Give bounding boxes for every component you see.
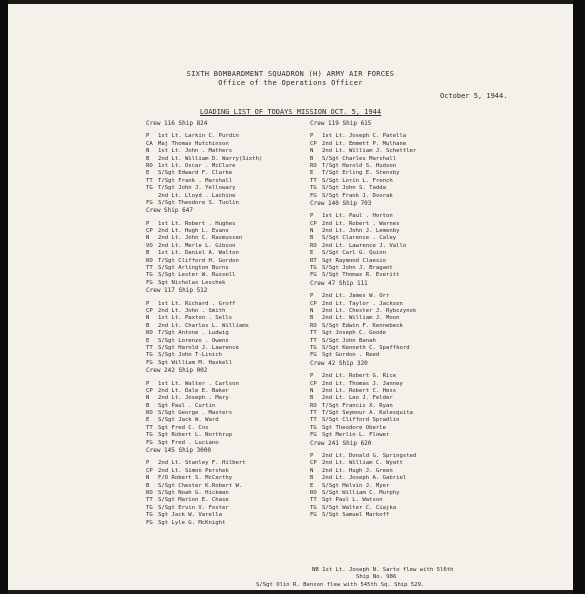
crew-member-name: 2nd Lt. Thomas J. Janney [322, 380, 403, 387]
crew-position: TT [310, 410, 317, 417]
crew-member-name: 2nd Lt. Lawrence J. Vallo [322, 242, 407, 249]
crew-member-name: S/Sgt Melvin J. Myer [322, 482, 390, 489]
crew-position: TT [146, 177, 153, 184]
crew-position: N [146, 315, 150, 322]
crew-position: FG [146, 359, 153, 366]
crew-position: E [310, 250, 314, 257]
crew-member-name: S/Sgt Walter C. Ciajka [322, 504, 397, 511]
crew-member-row [310, 265, 573, 272]
crew-position: TG [310, 185, 317, 192]
crew-position: N [310, 307, 314, 314]
crew-member-name: Sgt Merlin L. Flower [322, 432, 390, 439]
crew-position: N [310, 387, 314, 394]
crew-position: TG [310, 424, 317, 431]
crew-position: TT [146, 265, 153, 272]
crew-position: RO [310, 162, 317, 169]
crew-position: N [146, 148, 150, 155]
crew-member-row [310, 163, 573, 170]
crew-member-name: S/Sgt Harold J. Lawrence [158, 344, 239, 351]
crew-position: N [310, 467, 314, 474]
crew-title: Crew 119 Ship 615 [310, 120, 372, 127]
crew-member-row [146, 520, 416, 527]
crew-position: RO [310, 489, 317, 496]
crew-position: B [146, 250, 150, 257]
crew-member-name: T/Sgt Erling E. Stensby [322, 170, 400, 177]
crew-member-row [310, 432, 573, 439]
crew-position: P [310, 213, 314, 220]
crew-member-name: Sgt Jack W. Varella [158, 512, 222, 519]
crew-position: TG [146, 185, 153, 192]
crew-member-row [310, 315, 573, 322]
crew-member-name: S/Sgt Clarence . Caley [322, 235, 397, 242]
crew-position: P [146, 220, 150, 227]
crew-member-name: 2nd Lt. William D. Warry(Sixth) [158, 155, 263, 162]
crew-member-name: 2nd Lt. Dale E. Baker [158, 387, 229, 394]
crew-member-row [310, 410, 573, 417]
crew-position: RO [146, 257, 153, 264]
crew-member-name: 2nd Lt. Robert . Warnes [322, 220, 400, 227]
crew-member-row [310, 323, 573, 330]
crew-member-name: Sgt Paul . Curtin [158, 402, 216, 409]
crew-member-name: 2nd Lt. William J. Schettler [322, 148, 417, 155]
crew-member-name: T/Sgt Clifford H. Gordon [158, 257, 239, 264]
crew-position: N [310, 148, 314, 155]
crew-position: TG [146, 504, 153, 511]
crew-position: CP [310, 300, 317, 307]
crew-member-name: S/Sgt Frank J. Dvorak [322, 192, 393, 199]
crew-title: Crew 117 Ship 512 [146, 287, 208, 295]
crew-position: B [310, 235, 314, 242]
crew-position: TG [310, 504, 317, 511]
crew-title: Crew Ship 647 [146, 207, 193, 215]
crew-member-name: 2nd Lt. William C. Wyatt [322, 460, 403, 467]
crew-position: B [146, 155, 150, 162]
crew-member-name: Sgt Joseph C. Goode [322, 330, 386, 337]
crew-title: Crew 241 Ship 620 [310, 439, 372, 447]
crew-member-row [310, 228, 573, 235]
crew-position: E [146, 170, 150, 177]
crew-member-row [310, 185, 573, 192]
crew-block [310, 200, 573, 280]
crew-member-name: Sgt Theodore Oberle [322, 424, 386, 431]
crew-member-row [310, 221, 573, 228]
crew-member-name: 2nd Lt. John . Smith [158, 307, 226, 314]
crew-position: TT [310, 337, 317, 344]
crew-member-name: 1st Lt. Walter . Carlson [158, 380, 239, 387]
crew-member-row [310, 345, 573, 352]
crew-member-name: 2nd Lt. Robert C. Hess [322, 387, 397, 394]
crew-position: E [310, 170, 314, 177]
crew-member-name: S/Sgt Arlington Burns [158, 265, 229, 272]
crew-member-row [310, 460, 573, 467]
crew-member-row [310, 483, 573, 490]
crew-position: B [146, 322, 150, 329]
crew-position: CP [310, 460, 317, 467]
crew-position: N [146, 475, 150, 482]
crew-position: B [310, 315, 314, 322]
crew-title: Crew 116 Ship 824 [146, 120, 208, 127]
crew-member-row [310, 308, 573, 315]
crew-position: RO [146, 410, 153, 417]
crew-member-name: 2nd Lt. Merle L. Gibson [158, 242, 236, 249]
crew-member-row [310, 235, 573, 242]
crew-member-row [310, 505, 573, 512]
crew-member-name: Sgt Robert L. Northrup [158, 432, 233, 439]
crew-position: P [310, 133, 314, 140]
crew-position: TT [310, 177, 317, 184]
crew-position: FG [146, 519, 153, 526]
crew-position: FG [310, 272, 317, 279]
crew-position: FG [310, 192, 317, 199]
crew-member-name: S/Sgt John T-Linich [158, 352, 222, 359]
crew-position: FG [310, 432, 317, 439]
crew-member-row [310, 497, 573, 504]
crew-member-name: S/Sgt Thomas R. Everitt [322, 272, 400, 279]
crew-member-name: 2nd Lt. John J. Lemenby [322, 228, 400, 235]
crew-member-name: Sgt Raymond Claesio [322, 257, 386, 264]
crew-position: CP [310, 140, 317, 147]
crew-member-name: S/Sgt William C. Murphy [322, 489, 400, 496]
crew-member-name: 2nd Lt. Simon Pershek [158, 467, 229, 474]
crew-position: CP [310, 380, 317, 387]
crew-position: TG [310, 344, 317, 351]
crew-position: B [310, 395, 314, 402]
right-crew-column [310, 120, 573, 520]
crew-position: FG [310, 512, 317, 519]
crew-position: CP [146, 387, 153, 394]
crew-member-name: S/Sgt Carl G. Quinn [322, 250, 386, 257]
crew-member-name: S/Sgt John Banah [322, 337, 376, 344]
crew-title: Crew 47 Ship 111 [310, 279, 368, 287]
crew-member-name: S/Sgt Ervin V. Foster [158, 504, 229, 511]
crew-position: FG [146, 439, 153, 446]
crew-member-name: T/Sgt Antone . Ludwig [158, 330, 229, 337]
crew-member-row [310, 453, 573, 460]
crew-member-name: 2nd Lt. William J. Moon [322, 315, 400, 322]
crew-position: E [146, 337, 150, 344]
crew-position: B [146, 402, 150, 409]
crew-member-name: S/Sgt Jack W. Ward [158, 417, 219, 424]
crew-position: CA [146, 140, 153, 147]
crew-member-name: 2nd Lt. Hugh J. Green [322, 467, 393, 474]
crew-position: N [146, 395, 150, 402]
crew-position: TG [146, 352, 153, 359]
crew-position: P [146, 460, 150, 467]
crew-member-name: S/Sgt Noah G. Hickman [158, 489, 229, 496]
crew-position: TT [310, 330, 317, 337]
crew-position: N [146, 235, 150, 242]
crew-member-name: 2nd Lt. John C. Rasmussen [158, 235, 243, 242]
crew-member-row [310, 403, 573, 410]
crew-member-name: Maj Thomas Hutchinson [158, 140, 229, 147]
crew-member-row [310, 490, 573, 497]
crew-member-name: 1st Lt. Daniel A. Walton [158, 250, 239, 257]
crew-member-name: S/Sgt Lorenzo . Owens [158, 337, 229, 344]
crew-member-name: 1st Lt. Joseph C. Patella [322, 133, 407, 140]
crew-member-row [310, 512, 573, 519]
crew-position: P [310, 373, 314, 380]
crew-member-name: T/Sgt Frank . Marshall [158, 177, 233, 184]
crew-position: RO [146, 489, 153, 496]
office-heading: Office of the Operations Officer [218, 79, 363, 87]
crew-member-name: S/Sgt Chester K.Robert W. [158, 482, 243, 489]
crew-member-name: 2nd Lt. Hugh L. Evans [158, 228, 229, 235]
crew-position: RO [310, 322, 317, 329]
crew-title: Crew 145 Ship 3000 [146, 447, 212, 455]
crew-member-name: 2nd Lt. Taylor . Jackson [322, 300, 403, 307]
crew-position: TT [146, 424, 153, 431]
crew-member-row [310, 417, 573, 424]
crew-position: CP [146, 467, 153, 474]
crew-position: RO [310, 242, 317, 249]
crew-member-name: T/Sgt John J. Yellowary [158, 185, 236, 192]
crew-member-row [310, 148, 573, 155]
document-page [8, 4, 573, 590]
crew-member-name: F/O Robert S. McCarthy [158, 475, 233, 482]
crew-title: Crew 242 Ship 002 [146, 367, 208, 375]
crew-member-name: 2nd Lt. Lloyd . Lachine [158, 192, 236, 199]
crew-member-name: 1st Lt. Paul . Horton [322, 213, 393, 220]
crew-member-name: S/Sgt Kenneth C. Spaffkord [322, 344, 410, 351]
crew-member-name: 1st Lt. Robert . Hughes [158, 220, 236, 227]
crew-position: E [310, 482, 314, 489]
crew-position: TG [146, 272, 153, 279]
crew-member-row [310, 178, 573, 185]
footnote-sarto: NB 1st Lt. Joseph N. Sarto flew with 5l6th [312, 567, 454, 573]
crew-position: FG [146, 199, 153, 206]
crew-position: TG [310, 265, 317, 272]
crew-member-name: S/Sgt John J. Bragant [322, 265, 393, 272]
crew-member-name: S/Sgt Marion E. Chase [158, 497, 229, 504]
crew-position: TT [146, 344, 153, 351]
crew-member-row [310, 381, 573, 388]
crew-position: CP [146, 228, 153, 235]
crew-member-name: Sgt Nicholas Leschek [158, 279, 226, 286]
crew-member-name: 2nd Lt. Charles L. Williams [158, 322, 249, 329]
crew-member-row [310, 133, 573, 140]
crew-position: P [310, 453, 314, 460]
crew-member-name: 2nd Lt. Robert G. Rice [322, 373, 397, 380]
crew-member-name: 1st Lt. Oscar . McClure [158, 162, 236, 169]
crew-position: CP [310, 220, 317, 227]
crew-member-name: 2nd Lt. Stanley F. Hilbert [158, 460, 246, 467]
crew-position: B [146, 482, 150, 489]
crew-member-name: Sgt Lyle G. McKnight [158, 519, 226, 526]
crew-position: B [310, 155, 314, 162]
crew-member-name: S/Sgt Samuel Markoff [322, 512, 390, 519]
crew-member-name: S/Sgt Lorin L. French [322, 177, 393, 184]
crew-member-name: 2nd Lt. Chester J. Rybczynsk [322, 307, 417, 314]
crew-member-row [310, 330, 573, 337]
crew-member-row [310, 395, 573, 402]
crew-member-name: S/Sgt George . Masters [158, 410, 233, 417]
crew-position: P [146, 133, 150, 140]
crew-block [310, 280, 573, 360]
crew-member-name: Sgt Fred C. Cox [158, 424, 209, 431]
crew-member-row [310, 170, 573, 177]
crew-position: VO [146, 242, 153, 249]
crew-member-name: S/Sgt Theodore S. Tuolin [158, 199, 239, 206]
crew-member-name: 2nd Lt. James W. Orr [322, 293, 390, 300]
crew-position: FG [146, 279, 153, 286]
crew-member-row [310, 373, 573, 380]
crew-block [310, 120, 573, 200]
crew-member-row [310, 425, 573, 432]
crew-member-name: S/Sgt John S. Tadda [322, 185, 386, 192]
crew-member-row [310, 258, 573, 265]
crew-member-row [310, 293, 573, 300]
crew-member-row [310, 301, 573, 308]
crew-member-row [310, 475, 573, 482]
crew-position: P [146, 380, 150, 387]
document-date: October 5, 1944. [440, 92, 508, 100]
crew-position: TG [146, 432, 153, 439]
crew-member-name: S/Sgt Edward F. Clarke [158, 170, 233, 177]
scan-border-left [0, 0, 8, 594]
crew-member-name: 2nd Lt. Emmett P. Mulhane [322, 140, 407, 147]
crew-position: FG [310, 352, 317, 359]
crew-member-name: T/Sgt Seymour A. Kalesquita [322, 410, 413, 417]
crew-member-row [310, 468, 573, 475]
crew-member-row [310, 388, 573, 395]
crew-position: TT [310, 417, 317, 424]
squadron-heading: SIXTH BOMBARDMENT SQUADRON (H) ARMY AIR FORCES [186, 70, 395, 78]
crew-title: Crew 140 Ship 703 [310, 199, 372, 207]
crew-member-name: 2nd Lt. Joseph A. Gabriel [322, 475, 407, 482]
crew-position: E [146, 417, 150, 424]
crew-member-name: S/Sgt Charles Marshall [322, 155, 397, 162]
crew-position: CP [146, 307, 153, 314]
crew-position: RO [146, 330, 153, 337]
scan-border-right [573, 0, 585, 594]
crew-title: Crew 42 Ship 320 [310, 359, 368, 367]
crew-member-name: Sgt William M. Haskell [158, 359, 233, 366]
crew-member-row [310, 213, 573, 220]
crew-member-name: S/Sgt Clifford Spradlin [322, 417, 400, 424]
crew-member-name: 2nd Lt. Leo J. Felder [322, 395, 393, 402]
crew-member-row [310, 156, 573, 163]
crew-member-name: 1st Lt. Paxton . Sells [158, 315, 233, 322]
footnote-benson: S/Sgt Olin R. Benson flew with 545th Sq. Ship 529. [256, 582, 425, 588]
crew-position: P [310, 293, 314, 300]
crew-member-name: S/Sgt Lester W. Russell [158, 272, 236, 279]
crew-member-name: 1st Lt. Richard . Groff [158, 300, 236, 307]
crew-member-name: T/Sgt Francis X. Ryan [322, 402, 393, 409]
crew-member-row [310, 352, 573, 359]
crew-block [310, 360, 573, 440]
crew-member-name: T/Sgt Harold S. Hudson [322, 162, 397, 169]
crew-position: RO [310, 402, 317, 409]
crew-member-name: Sgt Gordon . Reed [322, 352, 380, 359]
crew-position: TT [146, 497, 153, 504]
crew-block [310, 440, 573, 520]
crew-position: TT [310, 497, 317, 504]
footnote-ship-number: Ship No. 986 [356, 574, 397, 580]
crew-member-row [310, 243, 573, 250]
crew-member-name: S/Sgt Edwin F. Kennebeck [322, 322, 403, 329]
crew-position: TG [146, 512, 153, 519]
crew-member-name: 2nd Lt. Joseph . Mary [158, 395, 229, 402]
crew-member-name: 1st Lt. Larkin C. Purdin [158, 133, 239, 140]
loading-list-title: LOADING LIST OF TODAYS MISSION OCT. 5, 1944 [199, 108, 382, 116]
crew-member-row [310, 193, 573, 200]
crew-member-row [310, 272, 573, 279]
crew-position: RT [310, 257, 317, 264]
crew-position: B [310, 475, 314, 482]
crew-member-row [310, 141, 573, 148]
crew-member-row [310, 250, 573, 257]
crew-member-name: 2nd Lt. Donald G. Springsted [322, 453, 417, 460]
crew-position: N [310, 228, 314, 235]
crew-member-name: 1st Lt. John . Mathers [158, 148, 233, 155]
crew-position: RO [146, 162, 153, 169]
crew-member-name: Sgt Paul L. Watson [322, 497, 383, 504]
crew-position: P [146, 300, 150, 307]
crew-member-row [310, 338, 573, 345]
crew-member-name: Sgt Fred . Luciano [158, 439, 219, 446]
